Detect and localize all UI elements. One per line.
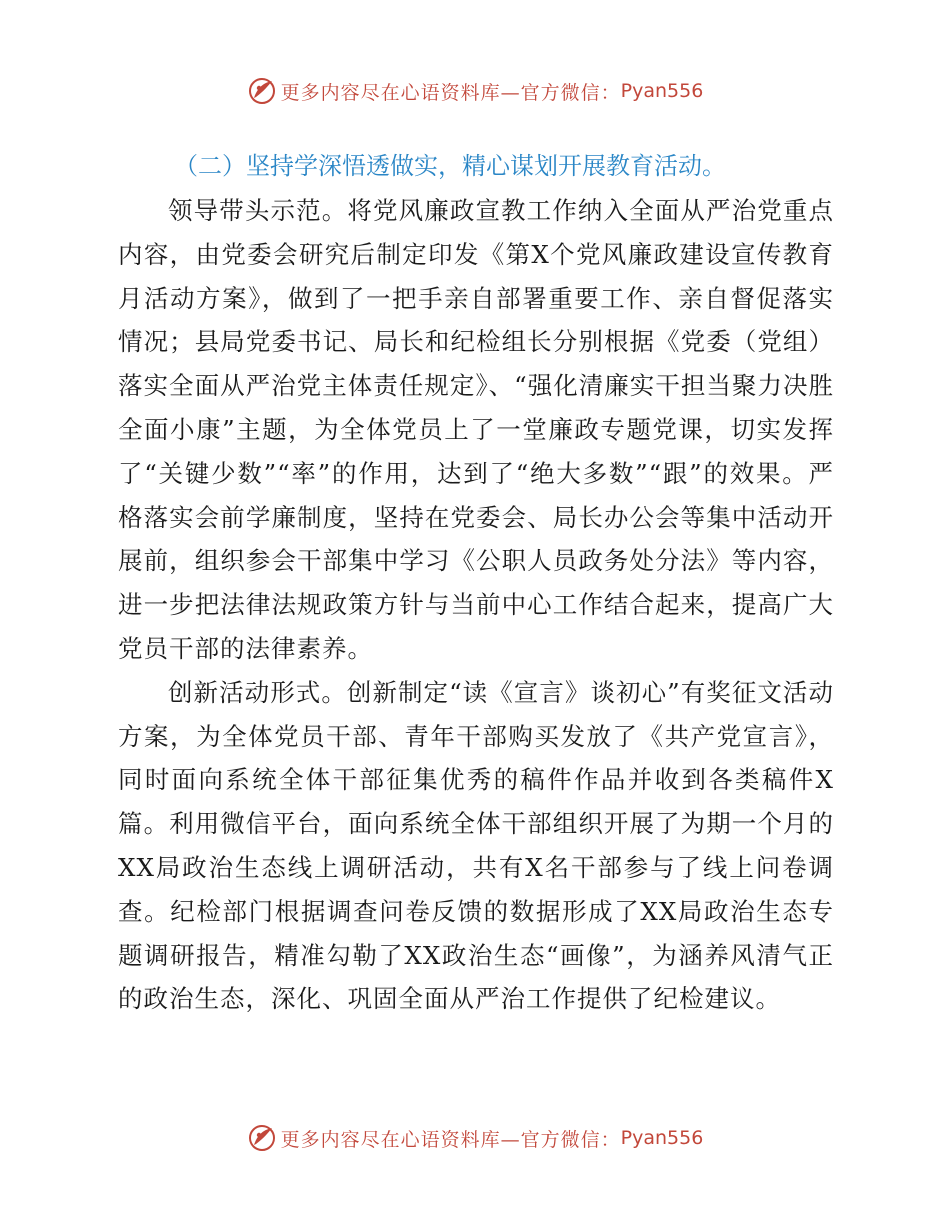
paragraph-leadership: 领导带头示范。将党风廉政宣教工作纳入全面从严治党重点内容，由党委会研究后制定印发《第X个党风廉政建设宣传教育月活动方案》，做到了一把手亲自部署重要工作、亲自督促落实情况；县局党委书记、局长和纪检组长分别根据《党委（党组）落实全面从严治党主体责任规定》、“强化清廉实干担当聚力决胜全面小康”主题，为全体党员上了一堂廉政专题党课，切实发挥了“关键少数”“率”的作用，达到了“绝大多数”“跟”的效果。严格落实会前学廉制度，坚持在党委会、局长办公会等集中活动开展前，组织参会干部集中学习《公职人员政务处分法》等内容，进一步把法律法规政策方针与当前中心工作结合起来，提高广大党员干部的法律素养。 — [118, 196, 834, 663]
watermark-text: 更多内容尽在心语资料库—官方微信： — [280, 1128, 621, 1151]
paragraph-innovation: 创新活动形式。创新制定“读《宣言》谈初心”有奖征文活动方案，为全体党员干部、青年干部购买发放了《共产党宣言》，同时面向系统全体干部征集优秀的稿件作品并收到各类稿件X篇。利用微信平台，面向系统全体干部组织开展了为期一个月的XX局政治生态线上调研活动，共有X名干部参与了线上问卷调查。纪检部门根据调查问卷反馈的数据形成了XX局政治生态专题调研报告，精准勾勒了XX政治生态“画像”，为涵养风清气正的政治生态，深化、巩固全面从严治工作提供了纪检建议。 — [118, 677, 834, 1014]
watermark-text: 更多内容尽在心语资料库—官方微信： — [280, 81, 621, 104]
header-watermark-banner — [0, 71, 950, 111]
stylized-leaf-logo-icon — [247, 76, 277, 106]
footer-watermark-banner — [0, 1118, 950, 1158]
wechat-handle: Pyan556 — [620, 1127, 704, 1149]
wechat-handle: Pyan556 — [620, 80, 704, 102]
stylized-leaf-logo-icon — [247, 1123, 277, 1153]
document-body — [118, 145, 834, 1021]
section-heading: （二）坚持学深悟透做实，精心谋划开展教育活动。 — [174, 152, 726, 180]
